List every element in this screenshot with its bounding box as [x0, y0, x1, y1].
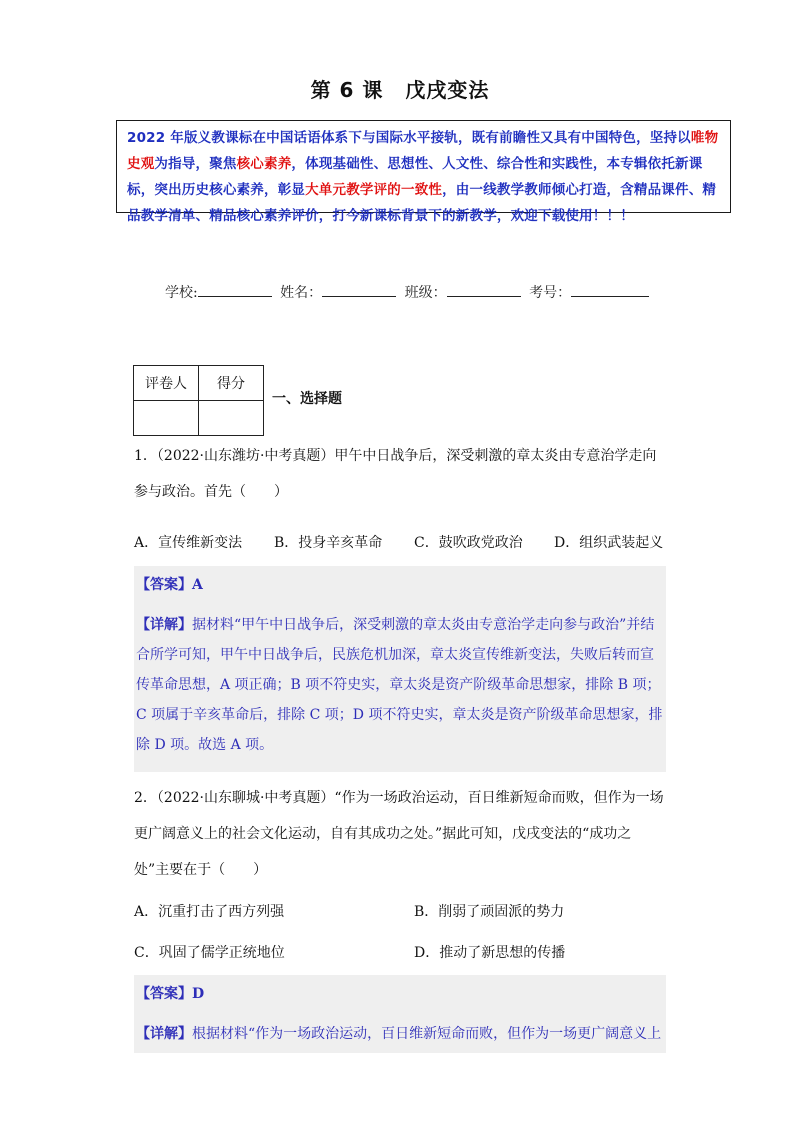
answer-box-2 [134, 975, 666, 1053]
title-lesson: 第 6 课 [310, 78, 384, 102]
score-cell[interactable] [199, 401, 264, 436]
option-b[interactable]: B．削弱了顽固派的势力 [414, 904, 565, 920]
answer-box-1 [134, 566, 666, 772]
school-blank[interactable] [198, 282, 272, 297]
answer-label-2: 【答案】D [136, 986, 205, 1002]
grader-header: 评卷人 [134, 366, 199, 401]
option-a[interactable]: A．沉重打击了西方列强 [134, 904, 285, 920]
option-a[interactable]: A．宣传维新变法 [134, 535, 243, 551]
page-title [0, 74, 800, 103]
student-info-line [165, 282, 653, 302]
name-label: 姓名： [280, 285, 323, 301]
class-blank[interactable] [447, 282, 521, 297]
option-d[interactable]: D．组织武装起义 [554, 535, 664, 551]
detail-1: 【详解】据材料“甲午中日战争后，深受刺激的章太炎由专意治学走向参与政治”并结合所学可知，甲午中日战争后，民族危机加深，章太炎宣传维新变法，失败后转而宣传革命思想，A 项正确；B 项不符史实，章太炎是资产阶级革命思想家，排除 B 项；C 项属于辛亥革命后，排除 C 项；D 项不符史实，章太炎是资产阶级革命思想家，排除 D 项。故选 A 项。 [136, 617, 663, 753]
promo-text: 2022 年版义教课标在中国话语体系下与国际水平接轨，既有前瞻性又具有中国特色，坚持以唯物史观为指导，聚焦核心素养，体现基础性、思想性、人文性、综合性和实践性，本专辑依托新课标，突出历史核心素养，彰显大单元教学评的一致性，由一线教学教师倾心打造，含精品课件、精品教学清单、精品核心素养评价，打今新课标背景下的新教学，欢迎下载使用！！！ [127, 130, 719, 224]
name-blank[interactable] [322, 282, 396, 297]
exam-no-blank[interactable] [571, 282, 649, 297]
exam-no-label: 考号： [529, 285, 572, 301]
score-header: 得分 [199, 366, 264, 401]
school-label: 学校: [165, 285, 198, 301]
score-table [133, 365, 264, 436]
answer-label-1: 【答案】A [136, 577, 203, 593]
option-c[interactable]: C．巩固了儒学正统地位 [134, 945, 285, 961]
title-topic: 戊戌变法 [405, 78, 490, 102]
option-c[interactable]: C．鼓吹政党政治 [414, 535, 523, 551]
detail-2: 【详解】根据材料“作为一场政治运动，百日维新短命而败，但作为一场更广阔意义上 [136, 1026, 662, 1042]
question-2-stem: 2．（2022·山东聊城·中考真题）“作为一场政治运动，百日维新短命而败，但作为一场更广阔意义上的社会文化运动，自有其成功之处。”据此可知，戊戌变法的“成功之处”主要在于（ ） [134, 790, 664, 878]
class-label: 班级： [404, 285, 447, 301]
section-heading: 一、选择题 [272, 391, 342, 407]
question-1-stem: 1．（2022·山东潍坊·中考真题）甲午中日战争后，深受刺激的章太炎由专意治学走向参与政治。首先（ ） [134, 448, 657, 500]
option-d[interactable]: D．推动了新思想的传播 [414, 945, 566, 961]
grader-cell[interactable] [134, 401, 199, 436]
promo-box [116, 120, 731, 224]
option-b[interactable]: B．投身辛亥革命 [274, 535, 383, 551]
